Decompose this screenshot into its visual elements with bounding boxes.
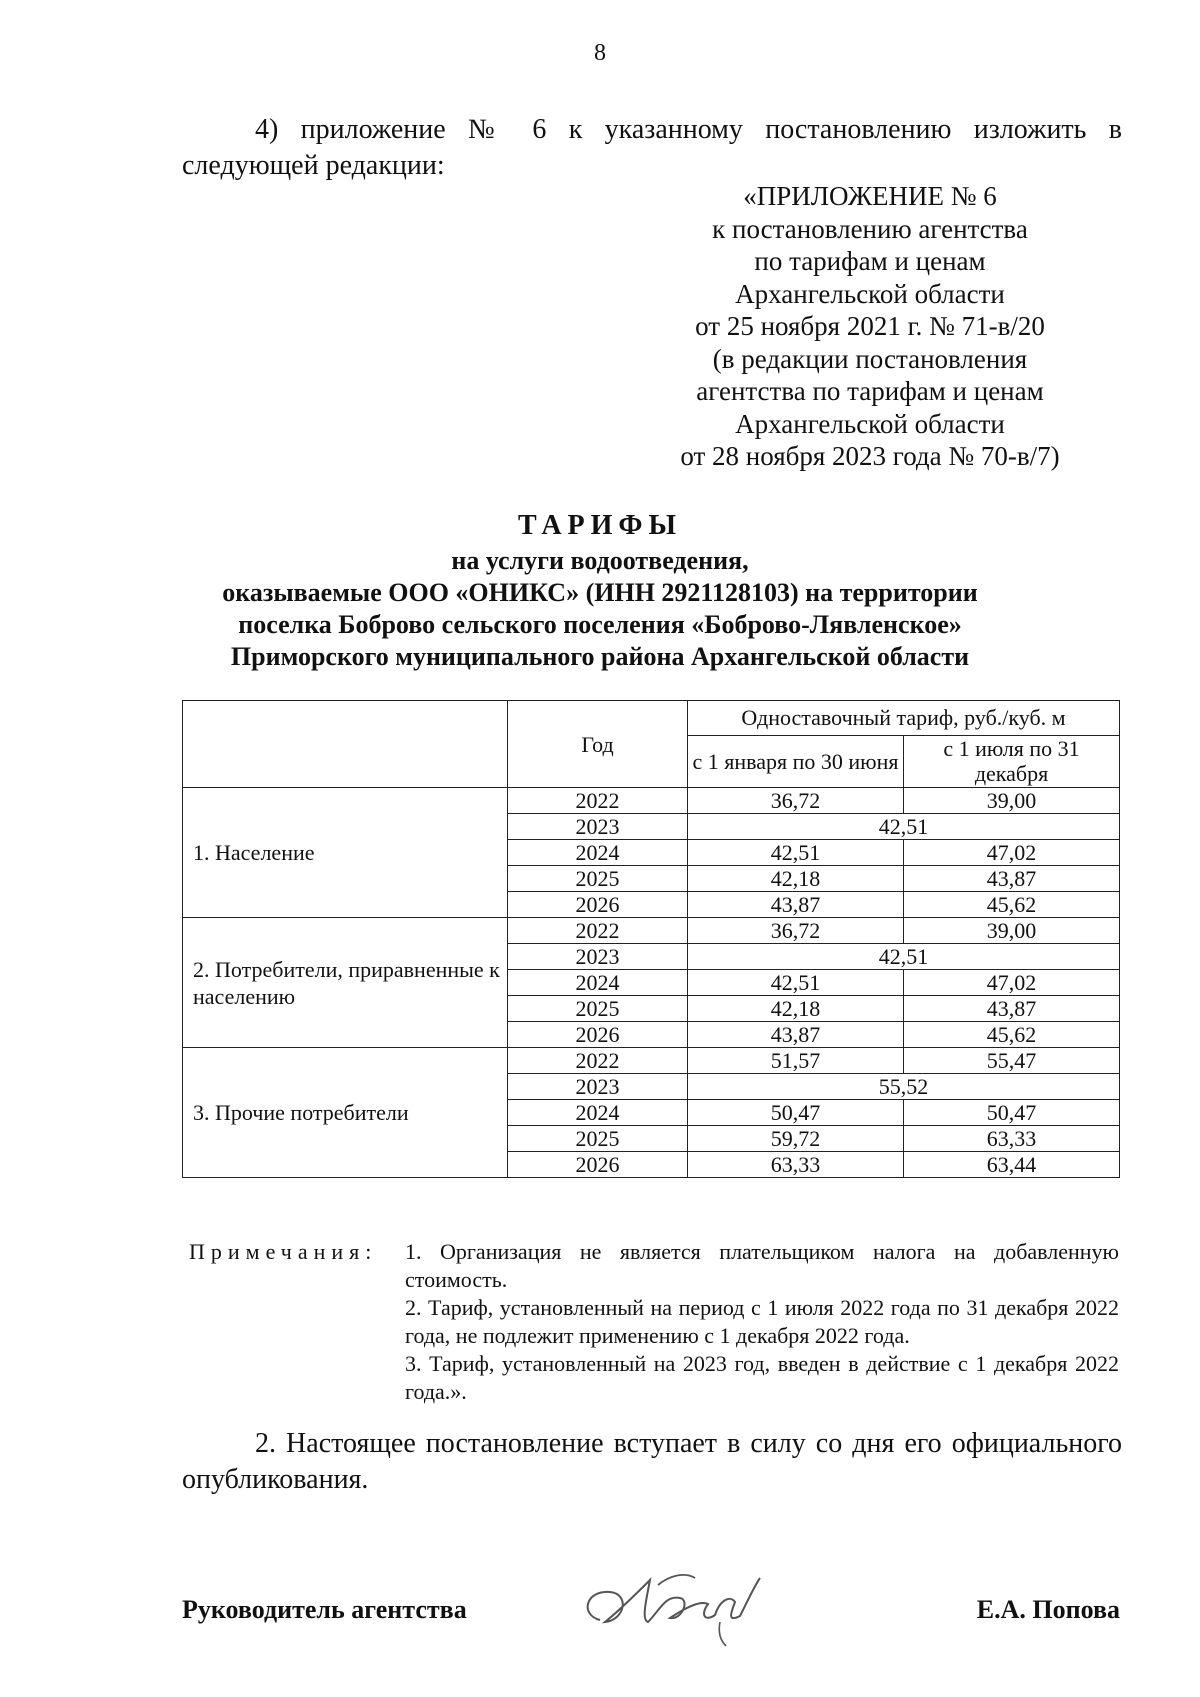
tariff-cell: 39,00 [904, 788, 1120, 814]
group-name: 2. Потребители, приравненные к населению [183, 918, 508, 1048]
tariff-cell-merged: 55,52 [688, 1074, 1120, 1100]
tariff-cell: 63,33 [904, 1126, 1120, 1152]
item-2-paragraph: 2. Настоящее постановление вступает в силу со дня его официального опубликования. [182, 1428, 1122, 1495]
group-name: 3. Прочие потребители [183, 1048, 508, 1178]
item-4-paragraph: 4) приложение № 6 к указанному постановлению изложить в следующей редакции: [182, 114, 1122, 181]
appendix-line: Архангельской области [735, 408, 1005, 439]
tariff-cell: 36,72 [688, 788, 904, 814]
year-cell: 2025 [508, 866, 688, 892]
tariff-cell: 50,47 [688, 1100, 904, 1126]
header-year: Год [508, 701, 688, 788]
appendix-line: (в редакции постановления [712, 343, 1028, 374]
appendix-line: «ПРИЛОЖЕНИЕ № 6 [743, 181, 997, 211]
table-row [183, 788, 1120, 814]
tariff-cell: 45,62 [904, 1022, 1120, 1048]
year-cell: 2025 [508, 1126, 688, 1152]
tariff-cell: 39,00 [904, 918, 1120, 944]
tariff-cell: 43,87 [688, 892, 904, 918]
subtitle-line: Приморского муниципального района Архангельской области [230, 642, 970, 671]
tariff-cell-merged: 42,51 [688, 814, 1120, 840]
tariff-cell: 42,51 [688, 840, 904, 866]
header-tariff: Одноставочный тариф, руб./куб. м [688, 701, 1120, 736]
year-cell: 2023 [508, 944, 688, 970]
year-cell: 2024 [508, 970, 688, 996]
appendix-line: от 25 ноября 2021 г. № 71-в/20 [695, 311, 1045, 341]
tariff-cell: 47,02 [904, 840, 1120, 866]
table-row [183, 1048, 1120, 1074]
tariff-cell: 51,57 [688, 1048, 904, 1074]
tariff-cell: 63,44 [904, 1152, 1120, 1178]
year-cell: 2023 [508, 1074, 688, 1100]
notes-label: Примечания: [189, 1239, 378, 1264]
appendix-line: Архангельской области [735, 278, 1005, 309]
tariff-cell: 42,51 [688, 970, 904, 996]
year-cell: 2023 [508, 814, 688, 840]
tariff-cell: 43,87 [904, 866, 1120, 892]
note-item: 1. Организация не является плательщиком налога на добавленную стоимость. [405, 1239, 1119, 1292]
year-cell: 2022 [508, 788, 688, 814]
subtitle-line: поселка Боброво сельского поселения «Боброво-Лявленское» [238, 610, 962, 639]
tariff-cell: 43,87 [688, 1022, 904, 1048]
header-period-2: с 1 июля по 31 декабря [904, 735, 1120, 787]
appendix-block [580, 180, 1160, 473]
signatory-name: Е.А. Попова [976, 1595, 1120, 1624]
year-cell: 2024 [508, 1100, 688, 1126]
tariff-cell: 50,47 [904, 1100, 1120, 1126]
tariff-cell: 43,87 [904, 996, 1120, 1022]
table-row [183, 918, 1120, 944]
note-item: 2. Тариф, установленный на период с 1 июля 2022 года по 31 декабря 2022 года, не подлежит применению с 1 декабря 2022 года. [405, 1295, 1119, 1348]
subtitle-line: оказываемые ООО «ОНИКС» (ИНН 2921128103) на территории [222, 578, 978, 607]
appendix-line: к постановлению агентства [712, 213, 1028, 244]
tariff-cell: 59,72 [688, 1126, 904, 1152]
tariff-cell: 63,33 [688, 1152, 904, 1178]
year-cell: 2022 [508, 918, 688, 944]
year-cell: 2026 [508, 1152, 688, 1178]
tariffs-subtitle [100, 545, 1100, 673]
tariff-cell: 55,47 [904, 1048, 1120, 1074]
signatory-role: Руководитель агентства [182, 1595, 467, 1624]
notes-list [405, 1238, 1119, 1406]
appendix-line: от 28 ноября 2023 года № 70-в/7) [680, 441, 1060, 471]
page-number: 8 [594, 40, 606, 66]
group-name: 1. Население [183, 788, 508, 918]
appendix-line: по тарифам и ценам [754, 246, 986, 276]
subtitle-line: на услуги водоотведения, [451, 546, 749, 575]
tariff-cell: 45,62 [904, 892, 1120, 918]
signature-image [570, 1560, 770, 1650]
tariffs-title: ТАРИФЫ [518, 510, 682, 541]
tariff-cell: 47,02 [904, 970, 1120, 996]
header-period-1: с 1 января по 30 июня [688, 735, 904, 787]
tariff-cell: 42,18 [688, 866, 904, 892]
appendix-line: агентства по тарифам и ценам [696, 376, 1044, 406]
year-cell: 2026 [508, 1022, 688, 1048]
year-cell: 2025 [508, 996, 688, 1022]
tariff-cell-merged: 42,51 [688, 944, 1120, 970]
year-cell: 2024 [508, 840, 688, 866]
note-item: 3. Тариф, установленный на 2023 год, введен в действие с 1 декабря 2022 года.». [405, 1351, 1119, 1404]
year-cell: 2026 [508, 892, 688, 918]
header-category [183, 701, 508, 788]
tariff-cell: 42,18 [688, 996, 904, 1022]
year-cell: 2022 [508, 1048, 688, 1074]
tariff-table [182, 700, 1120, 1178]
tariff-cell: 36,72 [688, 918, 904, 944]
